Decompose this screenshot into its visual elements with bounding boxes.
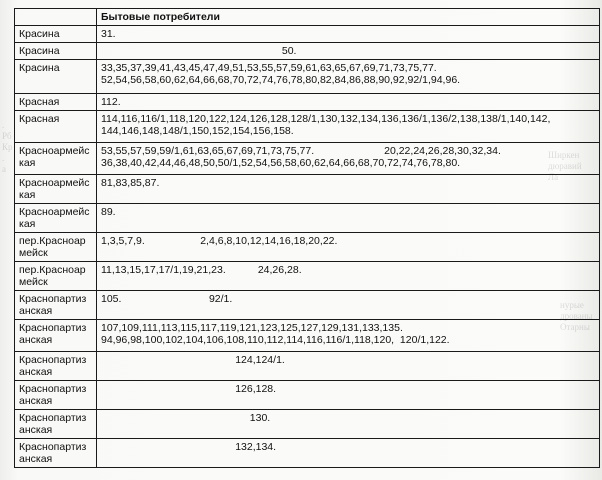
house-numbers-cell [97,233,600,262]
house-numbers-line: 36,38,40,42,44,46,48,50,50/1,52,54,56,58,60,62,64,66,68,70,72,74,76,78,80. [101,157,461,169]
table-row [15,60,600,94]
street-name-cell: Красина [15,60,97,94]
house-numbers-line: 33,35,37,39,41,43,45,47,49,51,53,55,57,59,61,63,65,67,69,71,73,75,77. [101,62,437,74]
table-row [15,320,600,352]
table-row [15,94,600,111]
house-numbers-cell [97,94,600,111]
consumers-table [14,8,600,468]
street-name-cell: Краснопартизанская [15,410,97,439]
table-row [15,175,600,204]
header-cell-consumers: Бытовые потребители [97,9,600,26]
street-name-cell: Краснопартизанская [15,381,97,410]
house-numbers-cell [97,60,600,94]
table-row [15,111,600,143]
bleed-through-text: . Рб Кр . а [2,120,13,174]
street-name-cell: Красная [15,94,97,111]
house-numbers-line: 89. [101,206,116,218]
house-numbers-cell [97,439,600,468]
house-numbers-line: 50. [101,45,297,57]
house-numbers-cell [97,410,600,439]
house-numbers-cell [97,381,600,410]
house-numbers-cell [97,111,600,143]
house-numbers-line: 112. [101,96,121,108]
table-row [15,26,600,43]
street-name-cell: пер.Красноармейск [15,233,97,262]
house-numbers-line: 11,13,15,17,17/1,19,21,23. 24,26,28. [101,264,302,276]
house-numbers-line: 107,109,111,113,115,117,119,121,123,125,127,129,131,133,135. [101,322,403,334]
street-name-cell: Красноармейская [15,175,97,204]
street-name-cell: Краснопартизанская [15,352,97,381]
house-numbers-cell [97,143,600,175]
house-numbers-line: 132,134. [101,441,277,453]
house-numbers-cell [97,291,600,320]
street-name-cell: Краснопартизанская [15,439,97,468]
house-numbers-cell [97,175,600,204]
house-numbers-line: 1,3,5,7,9. 2,4,6,8,10,12,14,16,18,20,22. [101,235,338,247]
house-numbers-cell [97,204,600,233]
house-numbers-line: 31. [101,28,116,40]
table-header-row [15,9,600,26]
house-numbers-line: 94,96,98,100,102,104,106,108,110,112,114,116,116/1,118,120, 120/1,122. [101,334,450,346]
house-numbers-line: 81,83,85,87. [101,177,160,189]
bleed-through-text: нурые дрованы Отарны [560,300,593,332]
street-name-cell: Красноармейская [15,204,97,233]
house-numbers-cell [97,320,600,352]
street-name-cell: Краснопартизанская [15,291,97,320]
table-row [15,143,600,175]
table-row [15,352,600,381]
table-row [15,262,600,291]
table-row [15,291,600,320]
house-numbers-line: 52,54,56,58,60,62,64,66,68,70,72,74,76,78,80,82,84,86,88,90,92,92/1,94,96. [101,74,461,86]
street-name-cell: Красина [15,43,97,60]
house-numbers-line: 53,55,57,59,59/1,61,63,65,67,69,71,73,75,77. 20,22,24,26,28,30,32,34. [101,145,501,157]
house-numbers-cell [97,352,600,381]
bleed-through-text: Ширкен дюравий Ла [548,150,582,182]
table-row [15,43,600,60]
table-row [15,204,600,233]
house-numbers-line: 130. [101,412,271,424]
table-row [15,233,600,262]
table-row [15,410,600,439]
house-numbers-line: 126,128. [101,383,277,395]
street-name-cell: Краснопартизанская [15,320,97,352]
house-numbers-cell [97,43,600,60]
house-numbers-line: 144,146,148,148/1,150,152,154,156,158. [101,125,294,137]
table-row [15,439,600,468]
house-numbers-cell [97,262,600,291]
table-row [15,381,600,410]
street-name-cell: пер.Красноармейск [15,262,97,291]
house-numbers-line: 124,124/1. [101,354,285,366]
house-numbers-cell [97,26,600,43]
street-name-cell: Красноармейская [15,143,97,175]
house-numbers-line: 105. 92/1. [101,293,233,305]
street-name-cell: Красина [15,26,97,43]
house-numbers-line: 114,116,116/1,118,120,122,124,126,128,128/1,130,132,134,136,136/1,136/2,138,138/1,140,142, [101,113,551,125]
street-name-cell: Красная [15,111,97,143]
header-cell-street [15,9,97,26]
